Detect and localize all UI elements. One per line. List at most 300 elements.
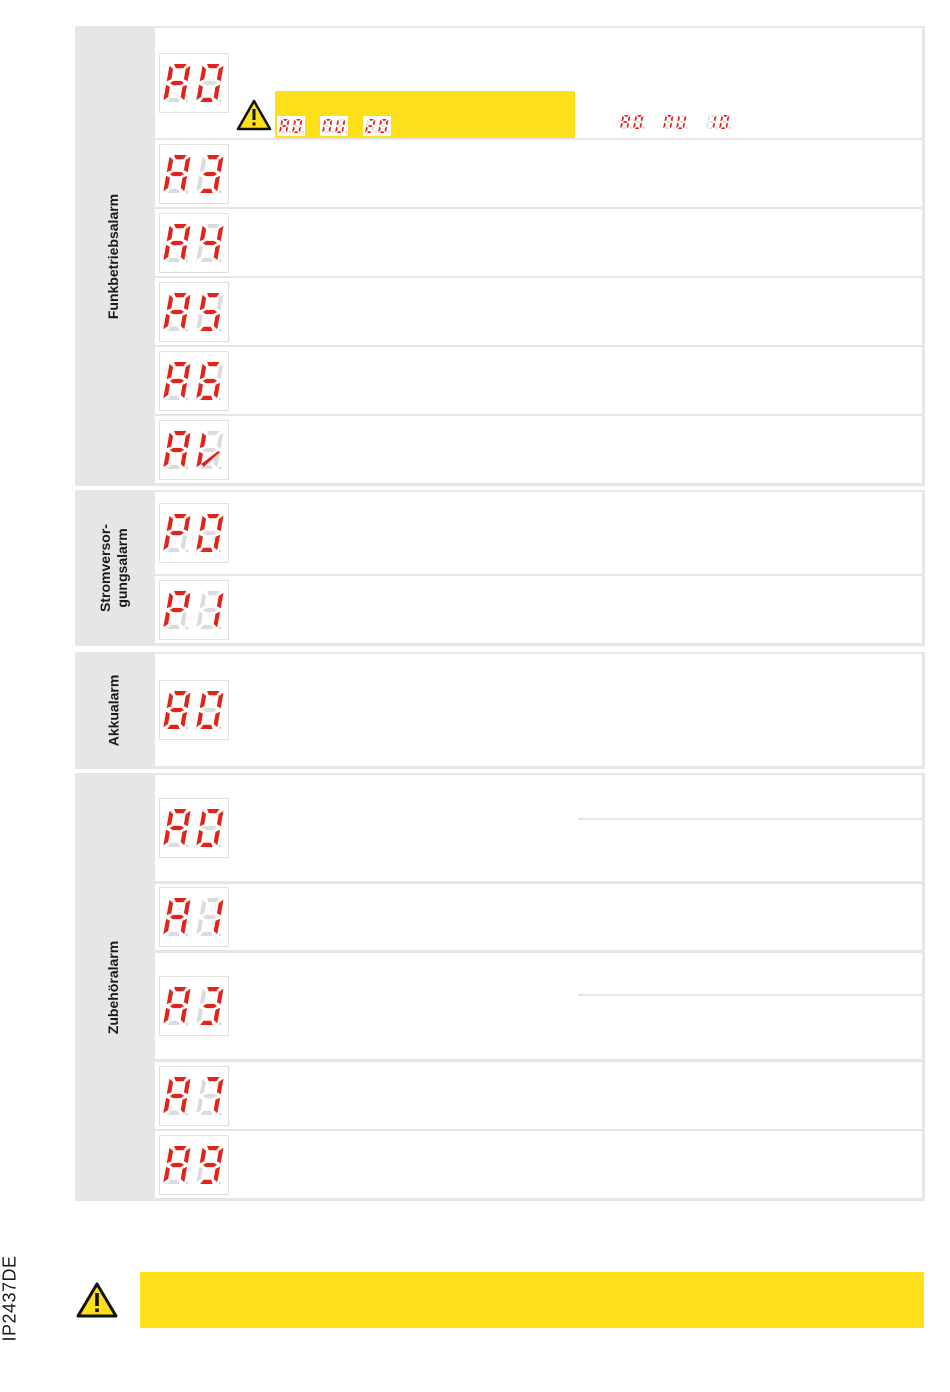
segment-display-svg [160,689,228,731]
group-label-text: Stromversor- gungsalarm [97,524,131,612]
table-row [155,278,922,345]
segment-g [202,531,216,535]
segment-a [174,431,187,435]
segment-b [183,693,190,709]
segment-f [166,900,172,916]
table-row [155,140,922,207]
segment-display-svg [160,360,228,402]
segment-e [196,451,203,467]
segment-d [167,624,180,628]
segment-d [167,932,180,936]
segment-d [167,98,180,102]
segment-dot [673,127,675,129]
segment-e [163,313,170,329]
segment-g [169,1004,183,1008]
description-cell [233,953,577,1059]
segment-c [213,1166,219,1182]
segment-dot [185,190,188,193]
segment-c [180,712,186,728]
segment-g [202,447,216,451]
segment-a [207,591,220,595]
segment-a [207,362,220,366]
action-cell [578,654,922,766]
segment-dot [345,131,347,133]
segment-d [167,725,180,729]
segment-g [202,1093,216,1097]
segment-e [196,611,203,627]
group-funkbetriebsalarm [75,26,925,486]
segment-c [213,244,219,260]
segment-a [207,64,220,68]
segment-f [199,989,205,1005]
cell-divider [578,818,922,820]
segment-g [169,240,183,244]
segment-a [174,591,187,595]
segment-display [155,416,232,483]
segment-a [174,64,187,68]
segment-f [166,1078,172,1094]
segment-dot [218,190,221,193]
segment-dot [729,127,731,129]
warning-note-bar [140,1272,924,1328]
segment-c [213,382,219,398]
segment-dot [185,328,188,331]
table-row [155,416,922,483]
description-cell [233,1062,577,1129]
segment-d [167,464,180,468]
segment-b [183,900,190,916]
segment-c [180,244,186,260]
segment-e [196,535,203,551]
segment-d [200,548,213,552]
segment-c [213,830,219,846]
segment-c [180,451,186,467]
mini-display-codes [277,116,417,136]
table-row [155,884,922,950]
group-label [75,490,153,646]
segment-e [196,919,203,935]
segment-d [200,257,213,261]
segment-c [180,535,186,551]
segment-e [163,451,170,467]
segment-e [196,1008,203,1024]
segment-d [200,843,213,847]
action-cell [578,576,922,643]
segment-b [216,66,223,82]
segment-d [167,326,180,330]
segment-display [155,140,232,207]
segment-c [213,1097,219,1113]
segment-display-svg [160,512,228,554]
segment-d [200,395,213,399]
segment-b [216,432,223,448]
table-row [155,1062,922,1129]
segment-dot [388,131,390,133]
segment-b [216,811,223,827]
group-label [75,773,153,1201]
segment-c [213,535,219,551]
group-zubehoeralarm [75,773,925,1201]
segment-c [180,85,186,101]
warning-triangle-icon [236,99,272,131]
segment-dot [218,727,221,730]
segment-a [207,431,220,435]
segment-e [163,611,170,627]
action-cell [578,953,922,1059]
description-cell [233,654,577,766]
segment-a [207,155,220,159]
segment-display-svg [160,222,228,264]
action-cell [578,416,922,483]
segment-a [207,898,220,902]
segment-display [155,953,232,1059]
segment-c [213,611,219,627]
segment-dot [185,550,188,553]
segment-dot [218,100,221,103]
description-cell [233,775,577,881]
segment-display [155,347,232,414]
segment-g [169,1162,183,1166]
segment-c [180,313,186,329]
segment-c [180,175,186,191]
segment-g [169,309,183,313]
segment-e [163,712,170,728]
segment-g [169,81,183,85]
segment-b [183,225,190,241]
segment-b [216,225,223,241]
segment-c [213,919,219,935]
segment-e [196,830,203,846]
segment-c [213,175,219,191]
action-cell [578,347,922,414]
segment-b [216,294,223,310]
segment-f [166,592,172,608]
segment-a [174,155,187,159]
segment-f [199,516,205,532]
segment-b [183,156,190,172]
segment-b [216,693,223,709]
segment-g [202,607,216,611]
segment-e [163,919,170,935]
description-cell [233,492,577,574]
segment-a [207,1077,220,1081]
segment-dot [185,466,188,469]
segment-e [163,175,170,191]
segment-dot [185,1023,188,1026]
segment-b [216,900,223,916]
segment-display [155,1062,232,1129]
segment-e [163,1097,170,1113]
segment-c [180,1008,186,1024]
segment-f [199,1147,205,1163]
segment-display [155,654,232,766]
table-row [155,1131,922,1198]
segment-g [169,607,183,611]
segment-d [200,464,213,468]
description-cell [233,884,577,950]
segment-e [163,830,170,846]
group-label [75,652,153,769]
table-row [155,28,922,138]
action-cell [578,278,922,345]
segment-dot [218,550,221,553]
segment-b [216,592,223,608]
segment-b [216,516,223,532]
segment-e [196,712,203,728]
description-cell [233,1131,577,1198]
segment-display-svg [160,429,228,471]
segment-b [183,811,190,827]
segment-f [166,811,172,827]
segment-display-svg [160,807,228,849]
segment-a [174,898,187,902]
segment-dot [716,127,718,129]
mini-display-codes [618,112,758,132]
segment-a [207,1146,220,1150]
segment-g [202,81,216,85]
segment-dot [218,466,221,469]
segment-f [199,900,205,916]
action-cell [578,884,922,950]
segment-display [155,278,232,345]
segment-e [196,175,203,191]
segment-d [200,725,213,729]
segment-b [216,1147,223,1163]
segment-f [199,1078,205,1094]
segment-display-svg [160,896,228,938]
segment-d [200,624,213,628]
segment-f [166,432,172,448]
segment-dot [185,259,188,262]
segment-g [202,1162,216,1166]
segment-dot [302,131,304,133]
segment-g [169,378,183,382]
segment-dot [218,328,221,331]
segment-b [183,432,190,448]
segment-d [167,395,180,399]
segment-dot [218,397,221,400]
action-cell [578,1131,922,1198]
segment-b [183,1147,190,1163]
segment-dot [218,626,221,629]
segment-a [174,293,187,297]
segment-dot [630,127,632,129]
segment-e [196,382,203,398]
group-akkualarm [75,652,925,769]
segment-g [169,826,183,830]
segment-dot [686,127,688,129]
segment-a [207,809,220,813]
segment-g [169,171,183,175]
segment-b [183,989,190,1005]
segment-dot [643,127,645,129]
segment-b [216,363,223,379]
segment-d [167,188,180,192]
segment-dot [185,100,188,103]
segment-a [174,1077,187,1081]
segment-b [183,66,190,82]
segment-d [200,326,213,330]
segment-c [213,85,219,101]
segment-c [180,382,186,398]
segment-b [216,989,223,1005]
segment-a [207,224,220,228]
segment-d [200,98,213,102]
segment-g [169,1093,183,1097]
group-label-text: Funkbetriebsalarm [105,193,122,319]
segment-e [196,1097,203,1113]
segment-a [174,987,187,991]
table-row [155,347,922,414]
segment-f [199,66,205,82]
segment-g [169,708,183,712]
segment-b [216,156,223,172]
segment-g [202,1004,216,1008]
segment-a [174,1146,187,1150]
segment-e [163,85,170,101]
segment-f [199,592,205,608]
group-stromversorgungsalarm [75,490,925,646]
segment-f [199,156,205,172]
table-row [155,654,922,766]
table-row [155,209,922,276]
segment-b [183,294,190,310]
segment-dot [185,727,188,730]
segment-g [169,531,183,535]
segment-g [202,708,216,712]
segment-f [199,811,205,827]
segment-f [166,225,172,241]
segment-e [196,244,203,260]
segment-a [174,514,187,518]
segment-display-svg [160,985,228,1027]
segment-display [155,209,232,276]
segment-d [167,1179,180,1183]
mini-code-svg [618,112,758,132]
segment-d [167,1021,180,1025]
segment-b [183,516,190,532]
segment-e [163,535,170,551]
segment-dot [218,1023,221,1026]
segment-f [166,294,172,310]
segment-dot [185,1112,188,1115]
action-cell [578,1062,922,1129]
segment-e [163,382,170,398]
description-cell [233,576,577,643]
cell-divider [578,994,922,996]
segment-c [180,919,186,935]
segment-f [166,989,172,1005]
group-label [75,26,153,486]
segment-display-svg [160,62,228,104]
segment-f [199,294,205,310]
table-row [155,953,922,1059]
segment-e [163,1166,170,1182]
segment-dot [218,1112,221,1115]
segment-d [200,932,213,936]
description-cell [233,347,577,414]
segment-a [207,691,220,695]
segment-c [180,611,186,627]
segment-e [196,313,203,329]
segment-display-svg [160,589,228,631]
table-row [155,775,922,881]
group-label-text: Zubehöralarm [105,940,122,1034]
segment-display [155,775,232,881]
segment-display [155,1131,232,1198]
segment-c [180,1097,186,1113]
mini-code-svg [277,116,417,136]
segment-d [167,843,180,847]
segment-g [202,826,216,830]
action-cell [578,209,922,276]
segment-f [166,1147,172,1163]
segment-e [196,85,203,101]
segment-e [163,1008,170,1024]
table-row [155,492,922,574]
segment-a [174,691,187,695]
description-cell [233,278,577,345]
action-cell [578,492,922,574]
segment-d [167,1110,180,1114]
segment-e [196,1166,203,1182]
segment-g [202,309,216,313]
segment-b [183,592,190,608]
segment-g [202,915,216,919]
segment-display [155,492,232,574]
segment-display-svg [160,153,228,195]
segment-dot [185,934,188,937]
segment-g [169,915,183,919]
segment-a [174,362,187,366]
segment-display-svg [160,291,228,333]
action-cell [578,28,922,138]
segment-f [166,66,172,82]
segment-b [216,1078,223,1094]
segment-d [200,1179,213,1183]
segment-display [155,884,232,950]
group-label-text: Akkualarm [105,674,122,747]
segment-e [163,244,170,260]
action-cell [578,140,922,207]
segment-g [202,171,216,175]
segment-f [166,363,172,379]
action-cell [578,775,922,881]
segment-dot [218,259,221,262]
segment-display [155,576,232,643]
segment-dot [185,845,188,848]
table-row [155,576,922,643]
segment-f [199,693,205,709]
segment-a [174,224,187,228]
segment-dot [185,626,188,629]
segment-a [207,987,220,991]
segment-f [166,693,172,709]
segment-d [167,257,180,261]
description-cell [233,209,577,276]
segment-d [200,1110,213,1114]
segment-dot [332,131,334,133]
segment-g [169,447,183,451]
segment-display-svg [160,1075,228,1117]
segment-g [202,240,216,244]
segment-dot [185,397,188,400]
segment-c [180,830,186,846]
segment-a [207,514,220,518]
segment-c [213,712,219,728]
segment-c [213,313,219,329]
segment-c [213,1008,219,1024]
